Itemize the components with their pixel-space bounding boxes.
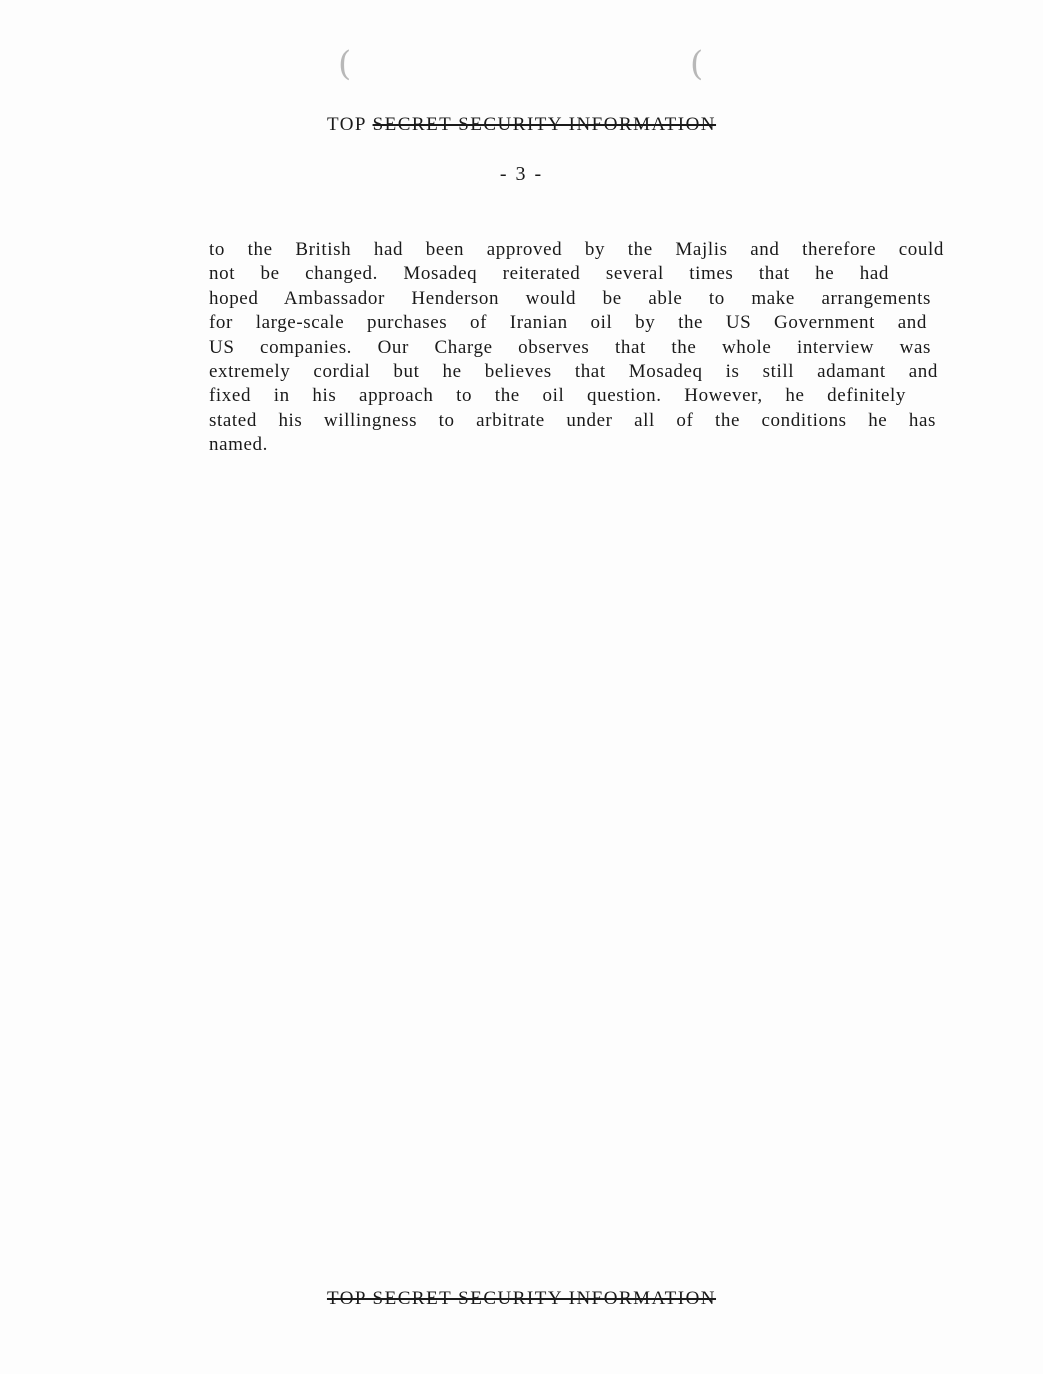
body-line-6: extremely cordial but he believes that Mosadeq is still adamant and	[209, 361, 938, 383]
body-line-5: US companies. Our Charge observes that the whole interview was	[209, 336, 931, 358]
body-line-8: stated his willingness to arbitrate under all of the conditions he has	[209, 409, 936, 431]
header-classification	[0, 114, 1043, 136]
punch-mark-right: (	[690, 44, 704, 84]
body-line-1: to the British had been approved by the Majlis and therefore could	[209, 239, 944, 260]
body-line-4: for large-scale purchases of Iranian oil by the US Government and	[209, 312, 927, 334]
body-line-2: not be changed. Mosadeq reiterated several times that he had	[209, 263, 889, 285]
footer-classification	[0, 1288, 1043, 1310]
page-number: - 3 -	[499, 163, 544, 185]
body-line-7: fixed in his approach to the oil question. However, he definitely	[209, 385, 906, 407]
header-classification-plain: TOP	[326, 114, 373, 135]
body-paragraph	[209, 238, 944, 458]
footer-classification-struck: TOP SECRET SECURITY INFORMATION	[326, 1288, 717, 1309]
punch-mark-left: (	[338, 44, 352, 84]
body-line-9: named.	[209, 434, 268, 456]
body-line-3: hoped Ambassador Henderson would be able to make arrangements	[209, 287, 931, 309]
header-classification-struck: SECRET SECURITY INFORMATION	[372, 114, 717, 135]
